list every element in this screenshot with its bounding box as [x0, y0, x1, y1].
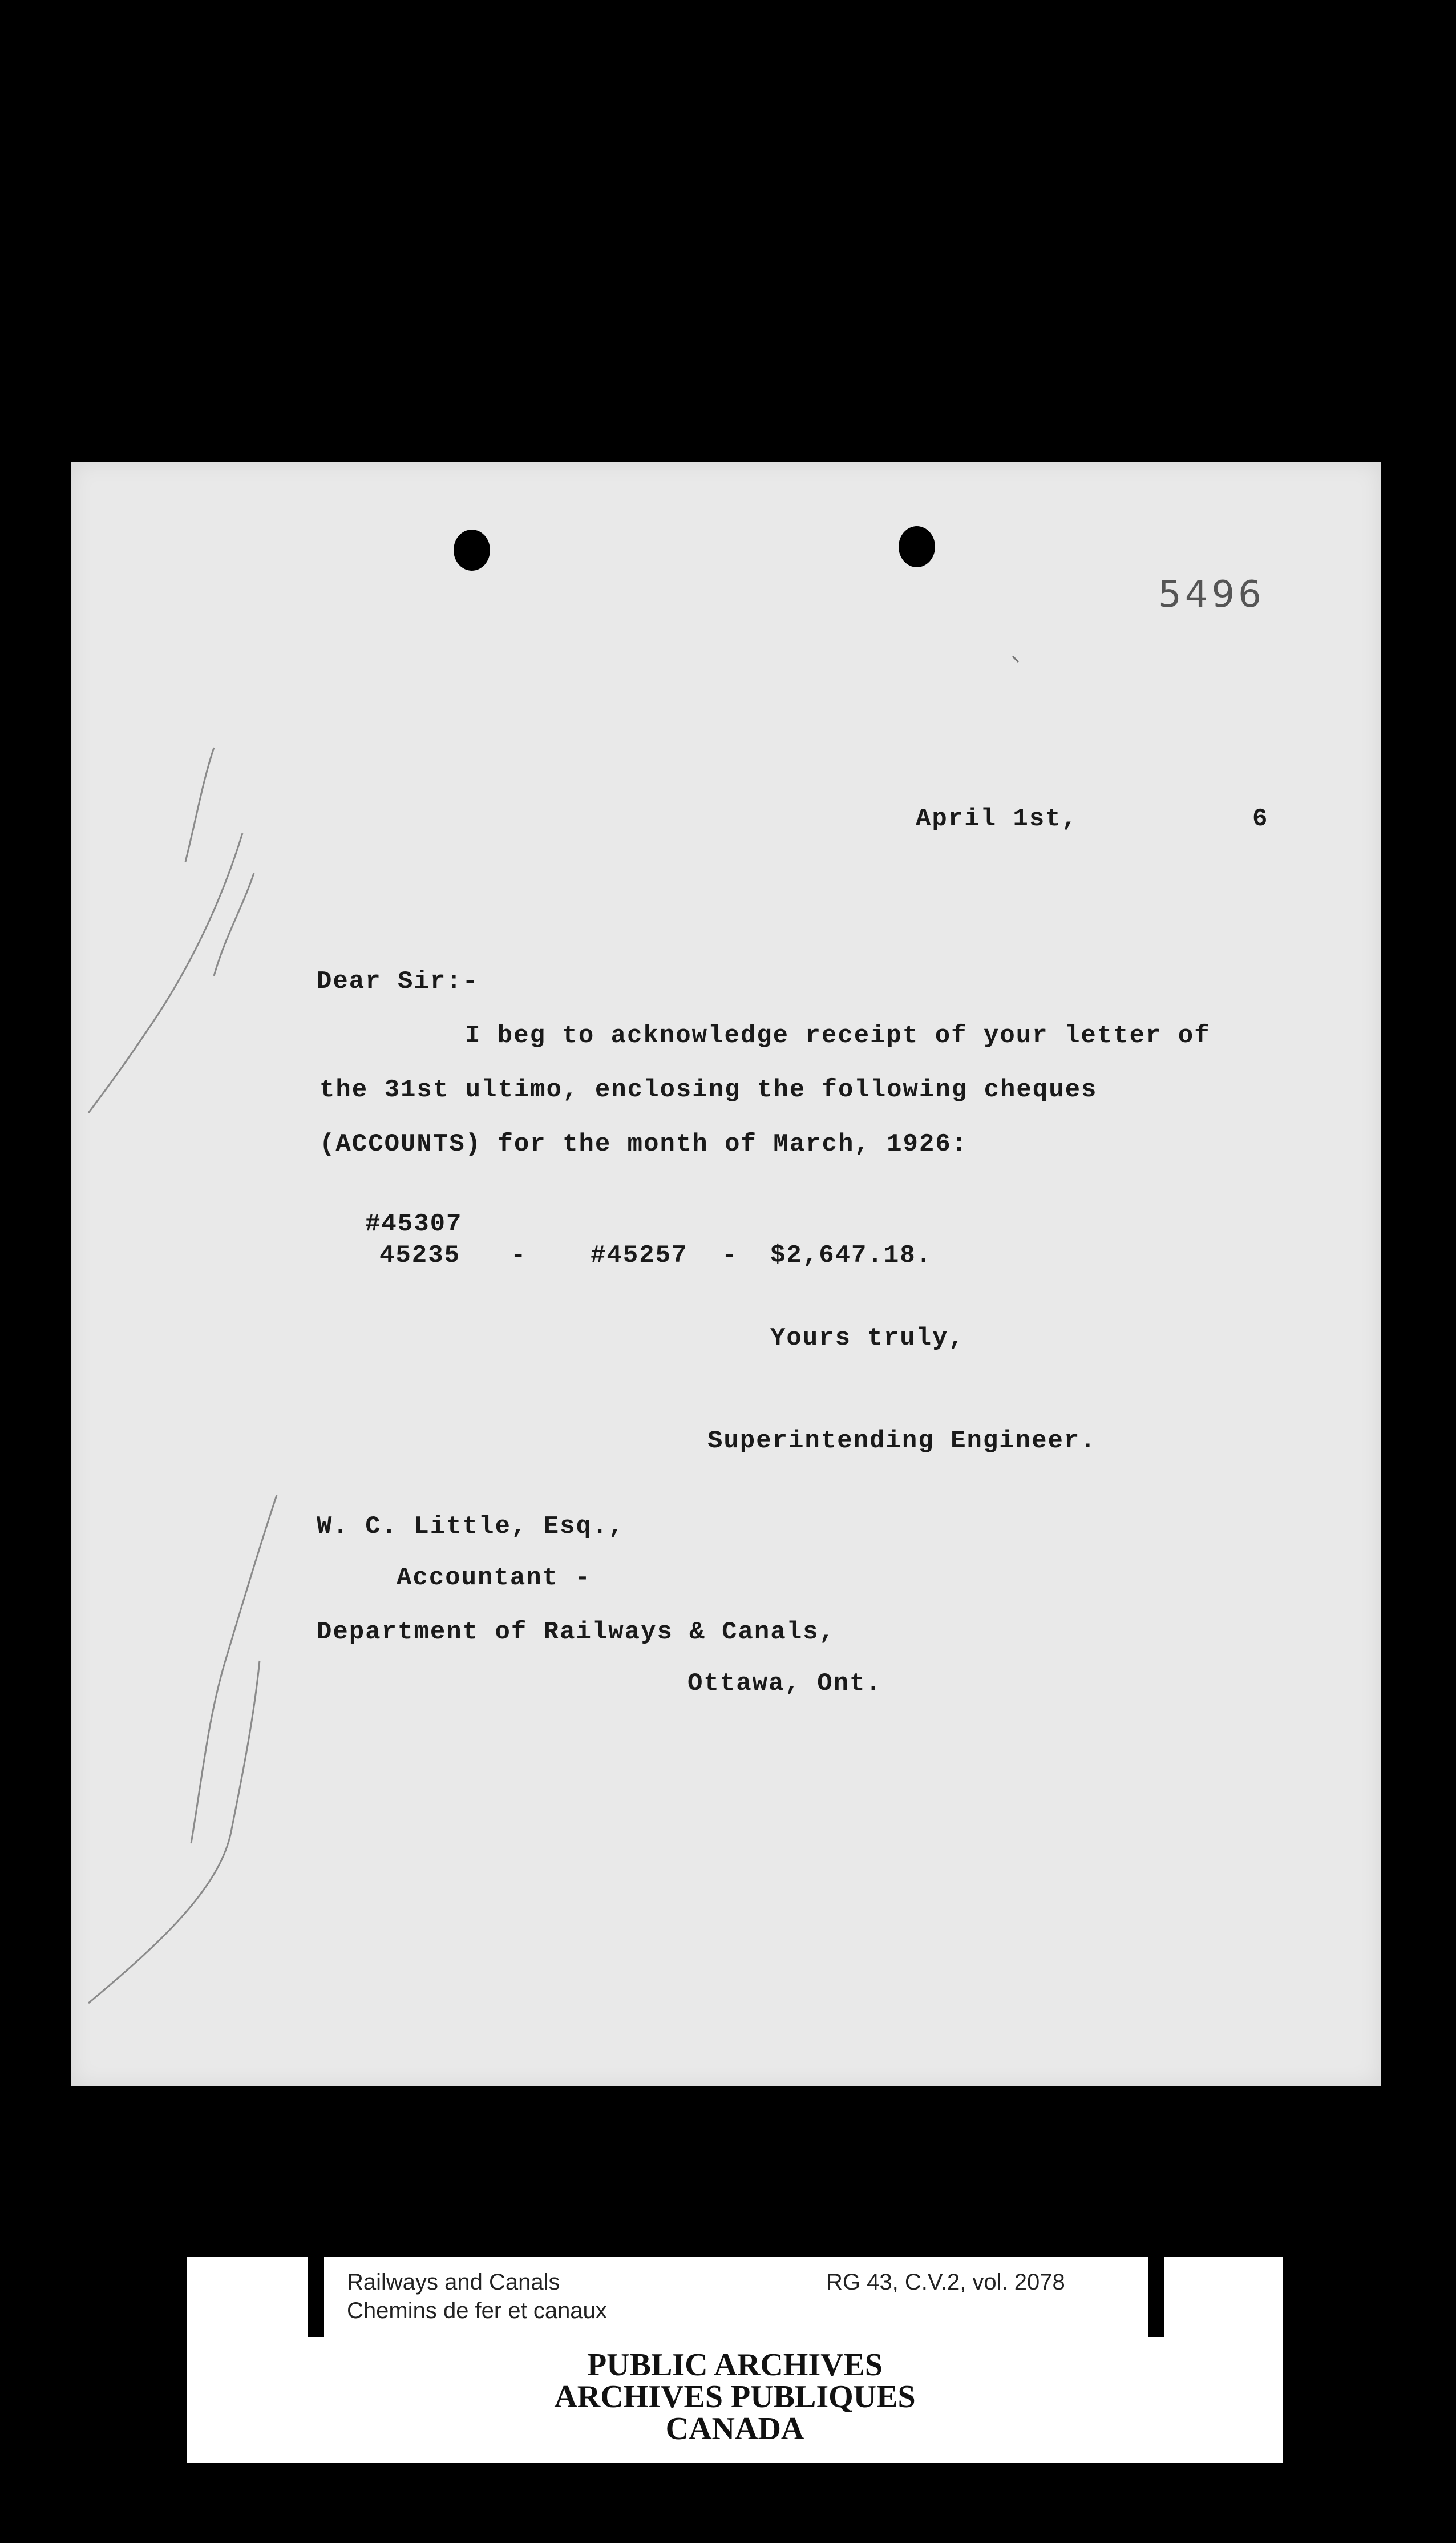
letter-date: April 1st,	[916, 805, 1078, 833]
cheque-dash-2: -	[722, 1241, 738, 1270]
archive-label	[187, 2257, 1283, 2463]
archives-line-2: ARCHIVES PUBLIQUES	[554, 2379, 916, 2415]
pencil-stroke	[88, 833, 242, 1113]
addressee-department: Department of Railways & Canals,	[317, 1618, 835, 1646]
salutation: Dear Sir:-	[317, 967, 479, 996]
file-number: 5496	[1158, 574, 1265, 616]
pencil-stroke	[214, 873, 254, 976]
addressee-city: Ottawa, Ont.	[687, 1669, 882, 1698]
label-inner-box	[324, 2257, 1148, 2337]
fonds-english: Railways and Canals	[347, 2270, 560, 2295]
body-line-1: I beg to acknowledge receipt of your letter of	[465, 1022, 1211, 1050]
archives-line-1: PUBLIC ARCHIVES	[587, 2347, 883, 2383]
closing: Yours truly,	[770, 1324, 965, 1353]
cheque-total: $2,647.18.	[770, 1241, 933, 1270]
signature-title: Superintending Engineer.	[707, 1427, 1097, 1455]
letter-date-year: 6	[1252, 805, 1269, 833]
cheque-number-second: 45235	[379, 1241, 461, 1270]
letter-page	[71, 462, 1381, 2086]
addressee-name: W. C. Little, Esq.,	[317, 1512, 625, 1541]
pencil-stroke	[191, 1495, 277, 1843]
body-line-2: the 31st ultimo, enclosing the following cheques	[319, 1076, 1098, 1104]
pencil-stroke	[88, 1661, 260, 2003]
archive-reference: RG 43, C.V.2, vol. 2078	[826, 2270, 1065, 2295]
body-line-3: (ACCOUNTS) for the month of March, 1926:	[319, 1130, 968, 1159]
cheque-range-end: #45257	[591, 1241, 688, 1270]
pencil-stroke	[185, 748, 214, 862]
pencil-marks	[71, 462, 1381, 2086]
addressee-role: Accountant -	[397, 1564, 591, 1592]
cheque-dash: -	[511, 1241, 527, 1270]
pencil-stroke	[1013, 656, 1018, 662]
fonds-french: Chemins de fer et canaux	[347, 2298, 607, 2323]
archives-line-3: CANADA	[665, 2411, 804, 2447]
cheque-number-first: #45307	[365, 1210, 463, 1238]
